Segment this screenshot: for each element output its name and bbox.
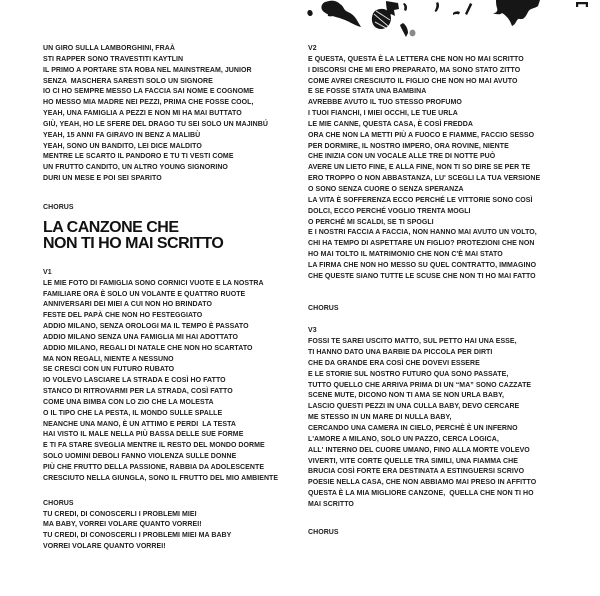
verse-3-lines [308, 337, 600, 511]
verse-1 [43, 268, 305, 485]
lyric-line: ANNIVERSARI DEI MIEI A CUI NON HO BRINDATO [43, 301, 212, 309]
lyric-line: MAI SCRITTO [308, 500, 354, 508]
lyric-line: SENZA MASCHERA SARESTI SOLO UN SIGNORE [43, 77, 213, 85]
lyric-line: E QUESTA, QUESTA È LA LETTERA CHE NON HO MAI SCRITTO [308, 55, 524, 63]
lyric-line: GIÙ, YEAH, HO LE SFERE DEL DRAGO TU SEI SOLO UN MAJINBÚ [43, 120, 268, 128]
lyric-line: COME UNA BIMBA CON LO ZIO CHE LA MOLESTA [43, 398, 214, 406]
lyric-line: TUTTO QUELLO CHE ARRIVA PRIMA DI UN “MA” SONO CAZZATE [308, 381, 532, 389]
lyric-line: PIÙ CHE FRUTTO DELLA PASSIONE, RABBIA DA ADOLESCENTE [43, 464, 265, 471]
lyric-line: CERCANDO UNA CAMERA IN CIELO, PERCHÈ È UN INFERNO [308, 425, 518, 432]
chorus-section-label: CHORUS [43, 499, 74, 507]
lyric-line: NEANCHE UNA MANO, È UN ATTIMO E PERDI LA TESTA [43, 420, 237, 428]
lyric-line: COME AVREI CRESCIUTO IL FIGLIO CHE NON HO MAI AVUTO [308, 77, 518, 85]
lyric-line: UN FRUTTO CANDITO, UN ALTRO YOUNG SIGNORINO [43, 164, 228, 172]
lyric-line: MENTRE LE SCARTO IL PANDORO E TU TI VESTI COME [43, 153, 234, 161]
lyric-line: CRESCIUTO NELLA GIUNGLA, SONO IL FRUTTO DEL MIO AMBIENTE [43, 474, 279, 482]
lyric-line: LA FIRMA CHE NON HO MESSO SU QUEL CONTRATTO, IMMAGINO [308, 261, 537, 269]
lyric-line: YEAH, 15 ANNI FA GIRAVO IN BENZ A MALIBÙ [43, 131, 201, 139]
lyric-line: ADDIO MILANO, SENZA OROLOGI MA IL TEMPO È PASSATO [43, 323, 249, 331]
verse-3 [308, 326, 600, 510]
lyric-line: UN GIRO SULLA LAMBORGHINI, FRAÀ [43, 45, 175, 52]
lyric-line: CHE DA GRANDE ERA COSÌ CHE DOVEVI ESSERE [308, 359, 480, 367]
lyric-line: BRUCIA COSÌ FORTE ERA DESTINATA A ESTINGUERSI SCRIVO [308, 468, 525, 476]
lyric-line: IO VOLEVO LASCIARE LA STRADA E COSÌ HO FATTO [43, 377, 226, 385]
lyric-line: TI HANNO DATO UNA BARBIE DA PICCOLA PER DIRTI [308, 349, 493, 357]
lyric-line: I TUOI FIANCHI, I MIEI OCCHI, LE TUE URLA [308, 110, 458, 118]
lyric-line: DURI UN MESE E POI SEI SPARITO [43, 175, 162, 183]
lyric-line: O IL TIPO CHE LA PESTA, IL MONDO SULLE SPALLE [43, 409, 223, 417]
lyric-line: MA NON REGALI, NIENTE A NESSUNO [43, 355, 174, 363]
verse-2 [308, 44, 600, 283]
lyric-line: E TI FA STARE SVEGLIA MENTRE IL RESTO DEL MONDO DORME [43, 442, 265, 450]
chorus-label: CHORUS [43, 203, 74, 211]
lyric-line: YEAH, SONO UN BANDITO, LEI DICE MALDITO [43, 142, 202, 150]
song-title-line1: LA CANZONE CHE [43, 218, 179, 236]
lyric-line: SCENE MUTE, DICONO NON TI AMA SE NON URLA BABY, [308, 392, 505, 400]
verse-2-label: V2 [308, 45, 317, 52]
lyric-line: ALL' INTERNO DEL CUORE UMANO, FINO ALLA MORTE VOLEVO [308, 446, 530, 454]
lyric-line: CHE QUESTE SIANO TUTTE LE SCUSE CHE NON TI HO MAI FATTO [308, 272, 536, 280]
lyric-line: ORA CHE NON LA METTI PIÙ A FUOCO E FIAMME, FACCIO SESSO [308, 131, 535, 139]
lyric-line: O SONO SENZA CUORE O SENZA SPERANZA [308, 185, 464, 193]
verse-1-label: V1 [43, 268, 52, 276]
lyric-line: IL PRIMO A PORTARE STA ROBA NEL MAINSTREAM, JUNIOR [43, 66, 252, 74]
lyric-line: CHE INIZIA CON UN VOCALE ALLE TRE DI NOTTE PUÒ [308, 153, 496, 161]
lyric-line: E SE FOSSE STATA UNA BAMBINA [308, 88, 427, 96]
lyric-line: SOLO UOMINI DEBOLI FANNO VIOLENZA SULLE DONNE [43, 453, 237, 461]
lyric-line: LA VITA È SOFFERENZA ECCO PERCHÉ LE VITTORIE SONO COSÌ [308, 196, 533, 204]
lyric-line: ADDIO MILANO, REGALI DI NATALE CHE NON HO SCARTATO [43, 344, 253, 352]
lyric-line: DOLCI, ECCO PERCHÉ VOGLIO TRENTA MOGLI [308, 207, 471, 215]
lyric-line: HO MAI TOLTO IL MATRIMONIO CHE NON C'È MAI STATO [308, 251, 503, 259]
lyric-line: VIVERTI, VITE CORTE QUELLE TRA SIMILI, UNA FIAMMA CHE [308, 457, 518, 465]
lyric-line: HO MESSO MIA MADRE NEI PEZZI, PRIMA CHE FOSSE COOL, [43, 99, 254, 107]
lyric-line: O PERCHÉ MI SCALDI, SE TI SPOGLI [308, 218, 434, 226]
chorus-label: CHORUS [308, 528, 339, 536]
lyric-line: E LE STORIE SUL NOSTRO FUTURO QUA SONO PASSATE, [308, 370, 509, 378]
lyric-line: ADDIO MILANO SENZA UNA FAMIGLIA MI HAI ADOTTATO [43, 333, 238, 341]
lyric-line: L'AMORE A MILANO, SOLO UN PAZZO, CERCA LOGICA, [308, 435, 499, 443]
lyric-line: CHI HA TEMPO DI ASPETTARE UN FIGLIO? PROTEZIONI CHE NON [308, 240, 535, 248]
lyric-line: FOSSI TE SAREI USCITO MATTO, SUL PETTO HAI UNA ESSE, [308, 338, 517, 346]
lyric-line: QUESTA È LA MIA MIGLIORE CANZONE, QUELLA CHE NON TI HO [308, 490, 534, 498]
verse-1-lines [43, 279, 305, 485]
lyric-line: LASCIO QUESTI PEZZI IN UNA CULLA BABY, DEVO CERCARE [308, 403, 520, 411]
intro-verse [43, 44, 305, 185]
verse-2-lines [308, 55, 600, 283]
lyric-line: TU CREDI, DI CONOSCERLI I PROBLEMI MIEI MA BABY [43, 532, 232, 540]
lyric-line: YEAH, UNA FAMIGLIA A PEZZI E NON MI HA MAI BUTTATO [43, 110, 242, 118]
lyric-line: AVERE UN LIETO FINE, E ALLA FINE, NON TI SO DIRE SE PER TE [308, 164, 531, 172]
lyric-line: ME STESSO IN UN MARE DI NULLA BABY, [308, 414, 452, 422]
lyric-line: AVREBBE AVUTO IL TUO STESSO PROFUMO [308, 99, 462, 107]
lyric-line: TU CREDI, DI CONOSCERLI I PROBLEMI MIEI [43, 510, 197, 518]
lyric-line: ERO TROPPO O NON ABBASTANZA, LU' SCEGLI LA TUA VERSIONE [308, 175, 541, 183]
lyric-line: POESIE NELLA CASA, CHE NON ABBIAMO MAI PRESO IN AFFITTO [308, 479, 537, 487]
chorus-label: CHORUS [308, 304, 339, 312]
right-column [308, 44, 600, 539]
chorus-lines [43, 510, 305, 553]
lyric-line: SE CRESCI CON UN FUTURO RUBATO [43, 366, 175, 374]
lyric-line: HAI VISTO IL MALE NELLA PIÙ BASSA DELLE SUE FORME [43, 431, 244, 439]
lyric-line: E I NOSTRI FACCIA A FACCIA, NON HANNO MAI AVUTO UN VOLTO, [308, 229, 537, 237]
verse-3-label: V3 [308, 327, 317, 335]
lyric-line: PER DORMIRE, IL NOSTRO IMPERO, ORA ROVINE, NIENTE [308, 142, 509, 150]
lyric-line: LE MIE CANNE, QUESTA CASA, È COSÌ FREDDA [308, 120, 473, 128]
lyric-line: IO CI HO SEMPRE MESSO LA FACCIA SAI NOME E COGNOME [43, 88, 254, 96]
lyric-line: FAMILIARE ORA È SOLO UN VOLANTE E QUATTRO RUOTE [43, 290, 246, 298]
lyric-line: MA BABY, VORREI VOLARE QUANTO VORREI! [43, 521, 202, 529]
lyric-line: STANCO DI RITROVARMI PER LA STRADA, COSÌ FATTO [43, 388, 233, 396]
lyric-line: VORREI VOLARE QUANTO VORREI! [43, 543, 166, 551]
song-title [43, 220, 305, 252]
left-column [43, 44, 305, 553]
lyric-line: LE MIE FOTO DI FAMIGLIA SONO CORNICI VUOTE E LA NOSTRA [43, 279, 264, 287]
song-title-line2: NON TI HO MAI SCRITTO [43, 234, 224, 252]
lyric-line: I DISCORSI CHE MI ERO PREPARATO, MA SONO STATO ZITTO [308, 66, 521, 74]
lyric-line: STI RAPPER SONO TRAVESTITI KAYTLIN [43, 55, 184, 63]
lyric-line: FESTE DEL PAPÀ CHE NON HO FESTEGGIATO [43, 312, 203, 320]
chorus-section [43, 499, 305, 553]
ink-splatter-icon [300, 0, 600, 48]
